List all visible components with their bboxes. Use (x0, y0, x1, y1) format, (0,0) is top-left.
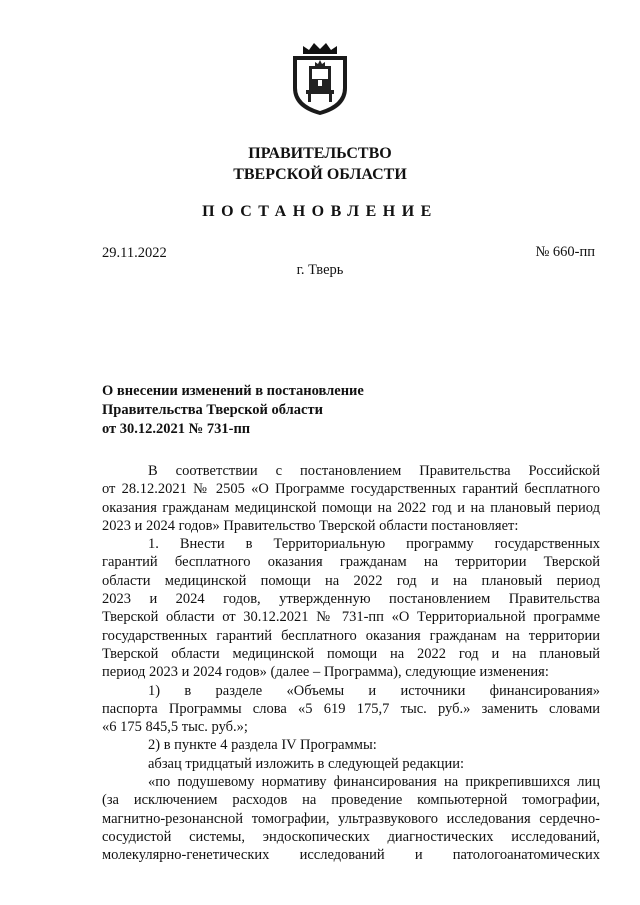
document-city: г. Тверь (296, 262, 344, 278)
body-line: от 28.12.2021 № 2505 «О Программе государственных гарантий бесплатного (102, 481, 600, 498)
document-subject (102, 382, 364, 439)
subject-line: О внесении изменений в постановление (102, 383, 364, 399)
body-line: 2023 и 2024 годов» Правительство Тверской области постановляет: (102, 517, 519, 534)
body-line: 1. Внести в Территориальную программу государственных (148, 536, 600, 553)
org-name-line2: ТВЕРСКОЙ ОБЛАСТИ (233, 166, 407, 183)
document-date: 29.11.2022 (102, 245, 167, 261)
subject-line: от 30.12.2021 № 731-пп (102, 421, 251, 437)
tver-coat-of-arms-icon (289, 40, 351, 116)
subject-line: Правительства Тверской области (102, 402, 323, 418)
body-line: (за исключением расходов на проведение компьютерной томографии, (102, 792, 600, 809)
body-line: гарантий бесплатного оказания гражданам на территории Тверской (102, 554, 600, 571)
document-body (102, 462, 600, 865)
body-line: государственных гарантий бесплатного оказания гражданам на территории (102, 627, 600, 644)
body-line: Тверской области медицинской помощи на 2022 год и на плановый (102, 645, 600, 662)
document-type: ПОСТАНОВЛЕНИЕ (202, 203, 438, 220)
body-line: паспорта Программы слова «5 619 175,7 тыс. руб.» заменить словами (102, 700, 600, 717)
body-line: Тверской области от 30.12.2021 № 731-пп «О Территориальной программе (102, 609, 600, 626)
body-line: абзац тридцатый изложить в следующей редакции: (148, 755, 465, 772)
body-line: период 2023 и 2024 годов» (далее – Программа), следующие изменения: (102, 664, 549, 681)
body-line: 2) в пункте 4 раздела IV Программы: (148, 737, 377, 754)
body-line: оказания гражданам медицинской помощи на 2022 год и на плановый период (102, 499, 600, 516)
body-line: сосудистой системы, эндоскопических диагностических исследований, (102, 828, 600, 845)
body-line: 1) в разделе «Объемы и источники финансирования» (148, 682, 600, 699)
body-line: магнитно-резонансной томографии, ультразвукового исследования сердечно- (102, 810, 600, 827)
body-line: «по подушевому нормативу финансирования на прикрепившихся лиц (148, 774, 600, 791)
body-line: «6 175 845,5 тыс. руб.»; (102, 719, 248, 736)
org-name-line1: ПРАВИТЕЛЬСТВО (248, 145, 392, 162)
body-line: области медицинской помощи на 2022 год и на плановый период (102, 572, 600, 589)
body-line: молекулярно-генетических исследований и патологоанатомических (102, 847, 600, 864)
body-line: 2023 и 2024 годов, утвержденную постановлением Правительства (102, 591, 600, 608)
document-number: № 660-пп (535, 244, 595, 260)
body-line: В соответствии с постановлением Правительства Российской (148, 463, 600, 479)
